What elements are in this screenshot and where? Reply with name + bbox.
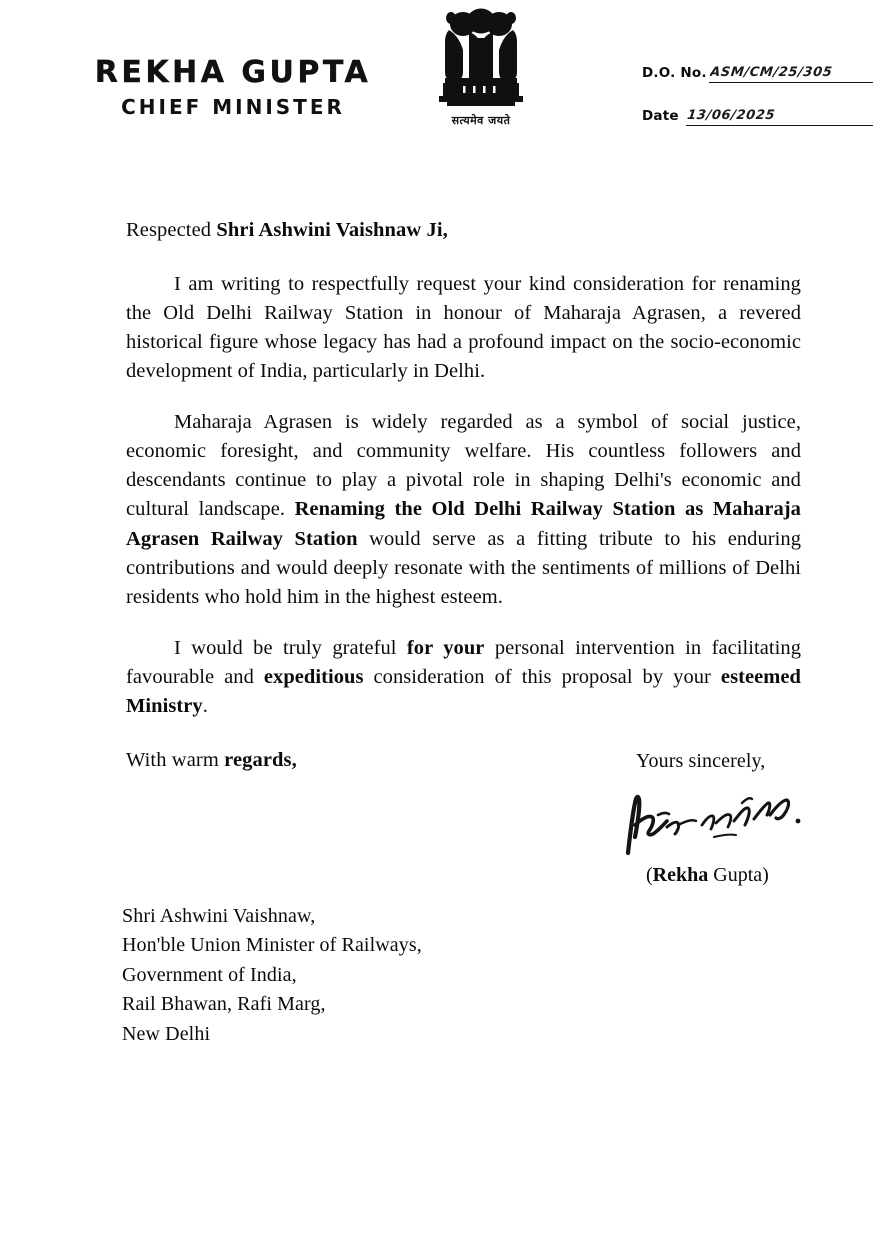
salutation-prefix: Respected (126, 219, 217, 241)
reference-block (642, 57, 874, 143)
page-title: REKHA GUPTA (94, 55, 372, 90)
letterhead (0, 0, 886, 150)
do-number-value: ASM/CM/25/305 (709, 65, 876, 83)
salutation-recipient: Shri Ashwini Vaishnaw Ji, (216, 219, 448, 241)
signature-name-open: ( (646, 864, 653, 886)
paragraph-2-text-b: would serve as a fitting tribute to his enduring contributions and would deeply resonate with the sentiments of millions of Delhi residents who hold him in the highest esteem. (126, 527, 801, 608)
date-row (642, 100, 874, 126)
date-label: Date (642, 108, 679, 124)
date-value: 13/06/2025 (686, 108, 875, 126)
do-number-row (642, 57, 874, 83)
signature-block (636, 750, 856, 887)
signature-name-first: Rekha (652, 864, 709, 886)
paragraph-3 (126, 634, 801, 721)
address-line: Hon'ble Union Minister of Railways, (122, 934, 422, 957)
signature-name (646, 864, 856, 887)
paragraph-1-text: I am writing to respectfully request your kind consideration for renaming the Old Delhi Railway Station in honour of Maharaja Agrasen, a revered historical figure whose legacy has had a profound impact on the socio-economic development of India, particularly in Delhi. (126, 272, 801, 382)
closing-regards-emphasis: regards, (224, 749, 297, 772)
letterhead-name-block (68, 55, 398, 119)
paragraph-3-emphasis-1: for your (406, 636, 485, 659)
paragraph-2 (126, 408, 801, 612)
signature-name-last: Gupta) (708, 864, 769, 886)
paragraph-3-text-b: personal intervention in facilitating favourable and (126, 636, 801, 688)
paragraph-2-text-a: Maharaja Agrasen is widely regarded as a symbol of social justice, economic foresight, and community welfare. His countless followers and descendants continue to play a pivotal role in shaping Delhi's economic and cultural landscape. (126, 411, 801, 521)
paragraph-2-emphasis: Renaming the Old Delhi Railway Station as Maharaja Agrasen Railway Station (126, 498, 801, 550)
closing-regards-text: With warm (126, 749, 225, 772)
salutation (126, 218, 801, 244)
address-line: Rail Bhawan, Rafi Marg, (122, 993, 326, 1016)
do-number-label: D.O. No. (642, 65, 707, 81)
signature-icon (618, 785, 828, 857)
emblem-motto: सत्यमेव जयते (451, 114, 511, 127)
state-emblem (425, 8, 537, 128)
paragraph-3-text-a: I would be truly grateful (174, 636, 407, 659)
address-line: Shri Ashwini Vaishnaw, (122, 905, 316, 927)
letter-body (126, 218, 801, 772)
india-state-emblem-icon (433, 8, 529, 112)
yours-sincerely: Yours sincerely, (636, 750, 766, 772)
paragraph-3-text-d: . (202, 695, 208, 718)
address-line: New Delhi (122, 1022, 211, 1045)
recipient-address (122, 902, 422, 1049)
paragraph-1 (126, 270, 801, 386)
address-line: Government of India, (122, 963, 297, 986)
letterhead-designation: CHIEF MINISTER (121, 95, 345, 119)
paragraph-3-text-c: consideration of this proposal by your (363, 665, 721, 688)
paragraph-3-emphasis-2: expeditious (263, 665, 364, 688)
paragraph-3-emphasis-3: esteemed Ministry (126, 665, 801, 718)
